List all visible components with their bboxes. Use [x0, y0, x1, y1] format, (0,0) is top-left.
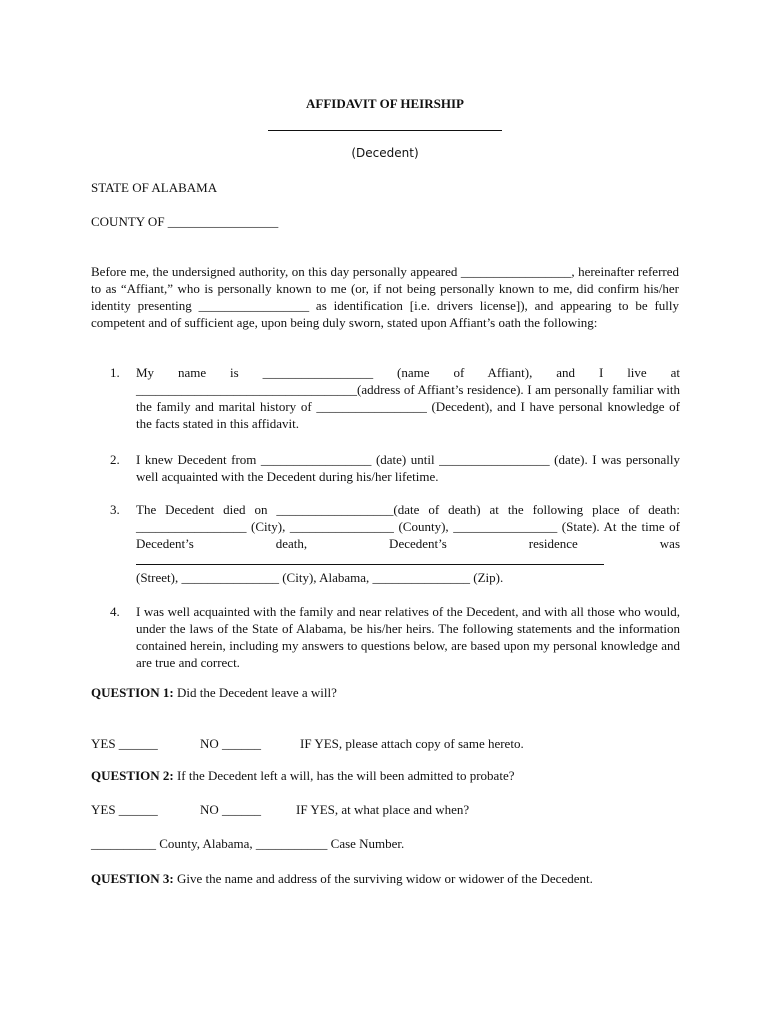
item-text-wrap [136, 501, 680, 586]
question-text: Give the name and address of the surviving widow or widower of the Decedent. [173, 871, 593, 886]
yes-blank: YES ______ [91, 736, 158, 751]
question-label: QUESTION 3: [91, 871, 174, 886]
question-label: QUESTION 1: [91, 685, 174, 700]
question-text: Did the Decedent leave a will? [173, 685, 337, 700]
item-number: 4. [110, 604, 120, 619]
list-item-2 [110, 451, 680, 485]
state-line: STATE OF ALABAMA [91, 180, 218, 195]
item-text: My name is _________________ (name of Affiant), and I live at __________________________________(address of Affiant’s residence). I am personally familiar with the family and marital history of _________________ (Decedent), and I have personal knowledge of the facts stated in this affidavit. [136, 365, 680, 431]
yes-blank: YES ______ [91, 802, 158, 817]
document-title: AFFIDAVIT OF HEIRSHIP [306, 96, 464, 111]
no-blank: NO ______ [200, 736, 262, 751]
decedent-blank-line [268, 130, 502, 131]
question-1 [91, 684, 337, 701]
item-text-continued: (Street), _______________ (City), Alabama, _______________ (Zip). [136, 570, 504, 585]
street-blank-line [136, 552, 604, 565]
county-case-line: __________ County, Alabama, ___________ Case Number. [91, 836, 405, 851]
list-item-1 [110, 364, 680, 432]
question-3 [91, 870, 593, 887]
answer-note: IF YES, at what place and when? [296, 802, 470, 817]
list-item-3 [110, 501, 680, 586]
answer-note: IF YES, please attach copy of same hereto. [300, 736, 524, 751]
item-number: 3. [110, 502, 120, 517]
county-line: COUNTY OF _________________ [91, 214, 279, 229]
decedent-label: (Decedent) [351, 146, 419, 160]
item-number: 2. [110, 452, 120, 467]
question-text: If the Decedent left a will, has the will been admitted to probate? [173, 768, 515, 783]
item-text: The Decedent died on __________________(date of death) at the following place of death: _________________ (City), ________________ (County), ________________ (State). At the time of Decedent’s death, Decedent’s residence was [136, 502, 680, 551]
intro-paragraph: Before me, the undersigned authority, on this day personally appeared _________________, hereinafter referred to as “Affiant,” who is personally known to me (or, if not being personally known to me, did confirm his/her identity presenting _________________ as identification [i.e. drivers license]), and appearing to be fully competent and of sufficient age, upon being duly sworn, stated upon Affiant’s oath the following: [91, 264, 679, 330]
question-label: QUESTION 2: [91, 768, 174, 783]
item-text: I was well acquainted with the family and near relatives of the Decedent, and with all those who would, under the laws of the State of Alabama, be his/her heirs. The following statements and the information contained herein, including my answers to questions below, are based upon my personal knowledge and are true and correct. [136, 604, 680, 670]
item-text: I knew Decedent from _________________ (date) until _________________ (date). I was personally well acquainted with the Decedent during his/her lifetime. [136, 452, 680, 484]
list-item-4 [110, 603, 680, 671]
item-number: 1. [110, 365, 120, 380]
no-blank: NO ______ [200, 802, 262, 817]
question-2 [91, 767, 514, 784]
